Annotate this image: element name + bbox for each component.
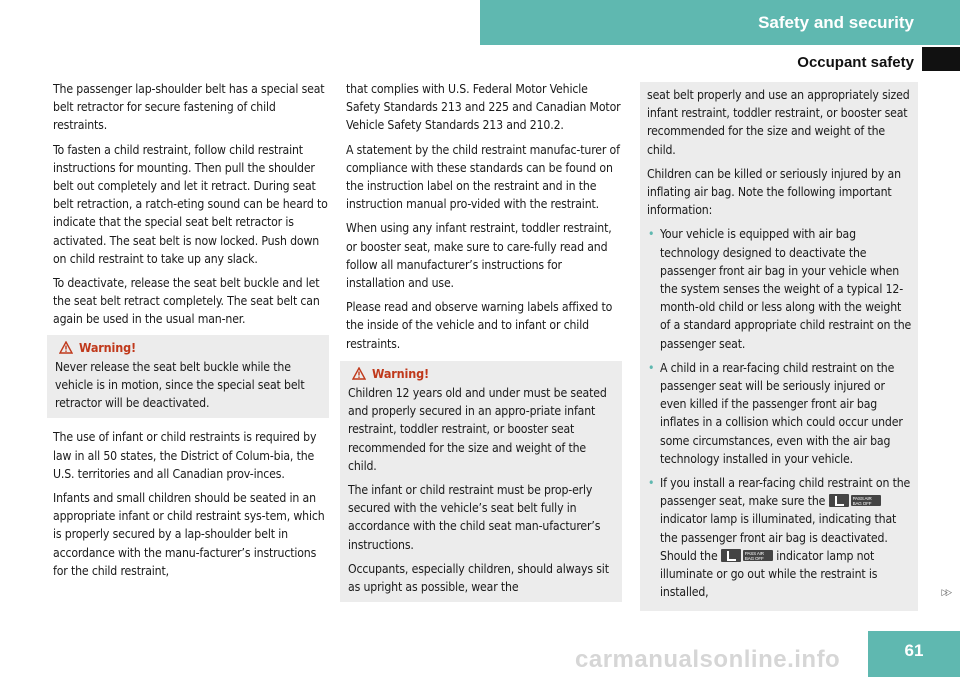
continue-arrow-icon: ▷▷ (941, 588, 950, 598)
passenger-airbag-off-lamp-icon (721, 549, 773, 562)
bullet-item (647, 225, 914, 352)
subsection-title: Occupant safety (797, 54, 914, 71)
seat-icon (721, 549, 741, 562)
passenger-airbag-off-lamp-icon (829, 494, 881, 507)
bullet-text-part: indicator lamp is illuminated, indicating that the passenger front air bag is deactivated. Should the (660, 512, 897, 563)
paragraph: To deactivate, release the seat belt buckle and let the seat belt retract completely. The seat belt can again be used in the usual man-ner. (53, 276, 320, 327)
warning-text: Never release the seat belt buckle while the vehicle is in motion, since the special seat belt retractor will be deactivated. (55, 359, 305, 411)
lamp-label: PASS AIR BAG OFF (851, 495, 881, 506)
corner-marker (922, 47, 960, 71)
warning-box (47, 335, 329, 419)
warning-title: Warning! (79, 339, 136, 355)
text-column-2 (346, 80, 622, 612)
bullet-item (647, 474, 914, 601)
warning-paragraph: Occupants, especially children, should always sit as upright as possible, wear the (348, 561, 609, 595)
paragraph: The passenger lap-shoulder belt has a special seat belt retractor for secure fastening of child restraints. (53, 82, 325, 133)
section-header-tab (480, 0, 960, 45)
paragraph: When using any infant restraint, toddler restraint, or booster seat, make sure to care-fully read and follow all manufacturer’s instructions for installation and use. (346, 221, 612, 291)
lamp-label: PASS AIR BAG OFF (743, 550, 773, 561)
bullet-dot-icon: • (648, 476, 655, 491)
page-number: 61 (868, 631, 960, 677)
warning-title: Warning! (372, 365, 429, 381)
bullet-dot-icon: • (648, 360, 655, 375)
paragraph: The use of infant or child restraints is required by law in all 50 states, the District of Colum-bia, the U.S. territories and all Canadian prov-inces. (53, 430, 317, 481)
warning-paragraph: The infant or child restraint must be prop-erly secured with the vehicle’s seat belt fully in accordance with the child seat man-ufacturer’s instructions. (348, 483, 601, 552)
paragraph: seat belt properly and use an appropriately sized infant restraint, toddler restraint, or booster seat recommended for the size and weight of the child. (647, 88, 910, 157)
warning-paragraph: Children 12 years old and under must be seated and properly secured in an appro-priate infant restraint, toddler restraint, or booster seat recommended for the size and weight of the child. (348, 386, 607, 473)
warning-continuation-panel (640, 82, 918, 611)
warning-triangle-icon (59, 341, 73, 354)
warning-heading (55, 339, 321, 357)
bullet-text (660, 474, 914, 601)
bullet-dot-icon: • (648, 227, 655, 242)
warning-box (340, 361, 622, 602)
warning-heading (348, 365, 614, 383)
warning-triangle-icon (352, 367, 366, 380)
bullet-text-part: indicator lamp not illuminate or go out while the restraint is installed, (660, 548, 878, 600)
watermark: carmanualsonline.info (575, 646, 841, 673)
paragraph: A statement by the child restraint manufac-turer of compliance with these standards can be found on the instruction label on the restraint and in the instruction manual pro-vided with the restraint. (346, 142, 620, 212)
seat-icon (829, 494, 849, 507)
bullet-item (647, 359, 914, 468)
section-title: Safety and security (758, 12, 914, 32)
bullet-text-part: If you install a rear-facing child restraint on the passenger seat, make sure the (660, 476, 911, 509)
text-column-1 (53, 80, 329, 586)
paragraph: Infants and small children should be seated in an appropriate infant or child restraint sys-tem, which is properly secured by a lap-shoulder belt in accordance with the manu-facturer’s instructions for the child restraint, (53, 491, 325, 578)
paragraph: Children can be killed or seriously injured by an inflating air bag. Note the following important information: (647, 166, 901, 218)
paragraph: Please read and observe warning labels affixed to the inside of the vehicle and to infant or child restraints. (346, 300, 613, 351)
bullet-text: A child in a rear-facing child restraint on the passenger seat will be seriously injured or even killed if the passenger front air bag inflates in a collision which could occur under some circumstances, even with the air bag technology installed in your vehicle. (660, 360, 903, 466)
bullet-text: Your vehicle is equipped with air bag technology designed to deactivate the passenger front air bag in your vehicle when the system senses the weight of a typical 12-month-old child or less along with the weight of a standard appropriate child restraint on the passenger seat. (660, 227, 912, 351)
paragraph: that complies with U.S. Federal Motor Vehicle Safety Standards 213 and 225 and Canadian Motor Vehicle Safety Standards 213 and 210.2. (346, 82, 621, 133)
paragraph: To fasten a child restraint, follow child restraint instructions for mounting. Then pull the shoulder belt out completely and let it retract. During seat belt retraction, a ratch-eting sound can be heard to indicate that the special seat belt retractor is activated. The seat belt is now locked. Push down on child restraint to take up any slack. (53, 142, 328, 266)
